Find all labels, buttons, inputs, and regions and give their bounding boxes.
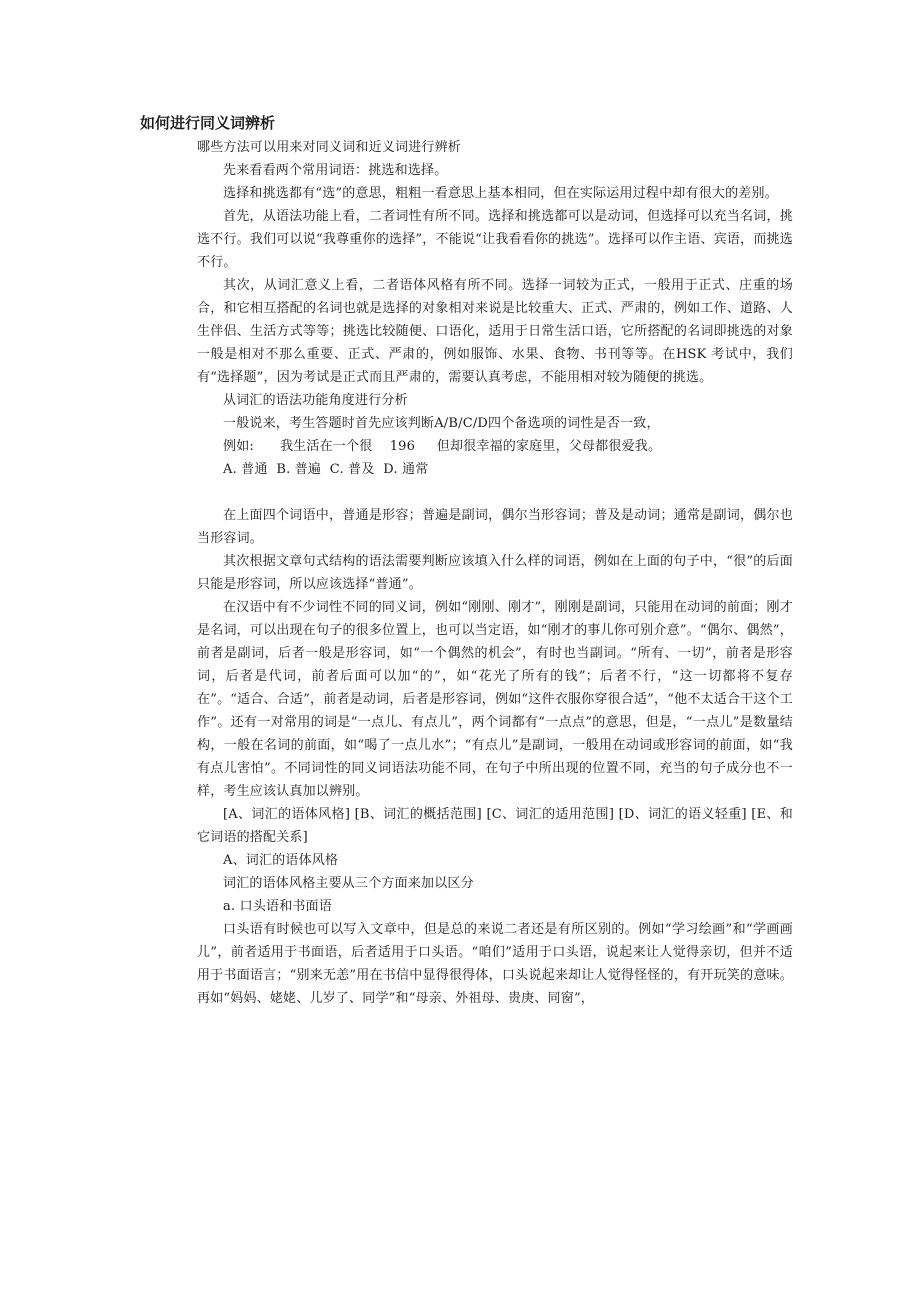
paragraph-intro: 先来看看两个常用词语：挑选和选择。 <box>223 163 448 178</box>
paragraph-grammar: 首先，从语法功能上看，二者词性有所不同。选择和挑选都可以是动词，但选择可以充当名词，挑选不行。我们可以说“我尊重你的选择”，不能说“让我看看你的挑选”。选择可以作主语、宾语，而挑选不行。 <box>197 209 793 270</box>
paragraph-sentence-structure: 其次根据文章句式结构的语法需要判断应该填入什么样的词语，例如在上面的句子中，“很”的后面只能是形容词，所以应该选择“普通”。 <box>197 554 793 592</box>
document-title: 如何进行同义词辨析 <box>140 114 276 132</box>
subsection-heading-oral-written: a. 口头语和书面语 <box>223 899 333 914</box>
subtitle-question: 哪些方法可以用来对同义词和近义词进行辨析 <box>197 140 462 155</box>
paragraph-word-classes: 在上面四个词语中，普通是形容；普遍是副词，偶尔当形容词；普及是动词；通常是副词，偶尔也当形容词。 <box>197 508 793 546</box>
paragraph-examples: 在汉语中有不少词性不同的同义词，例如“刚刚、刚才”，刚刚是副词，只能用在动词的前面；刚才是名词，可以出现在句子的很多位置上，也可以当定语，如“刚才的事儿你可别介意”。“偶尔、偶然”，前者是副词，后者一般是形容词，如“一个偶然的机会”，有时也当副词。“所有、一切”，前者是形容词，后者是代词，前者后面可以加“的”，如“花光了所有的钱”；后者不行，“这一切都将不复存在”。“适合、合适”，前者是动词，后者是形容词，例如“这件衣服你穿很合适”，“他不太适合干这个工作”。还有一对常用的词是“一点儿、有点儿”，两个词都有“一点点”的意思，但是，“一点儿”是数量结构，一般在名词的前面，如“喝了一点儿水”；“有点儿”是副词，一般用在动词或形容词的前面，如“我有点儿害怕”。不同词性的同义词语法功能不同，在句子中所出现的位置不同，充当的句子成分也不一样，考生应该认真加以辨别。 <box>197 600 793 799</box>
blank-line <box>197 481 793 504</box>
document-body <box>197 136 793 1010</box>
section-heading-style: A、词汇的语体风格 <box>223 853 339 868</box>
section-heading-grammar: 从词汇的语法功能角度进行分析 <box>223 393 408 408</box>
paragraph-meaning: 选择和挑选都有“选”的意思，粗粗一看意思上基本相同，但在实际运用过程中却有很大的差别。 <box>223 186 778 201</box>
paragraph-oral-written: 口头语有时候也可以写入文章中，但是总的来说二者还是有所区别的。例如“学习绘画”和“学画画儿”，前者适用于书面语，后者适用于口头语。“咱们”适用于口头语，说起来让人觉得亲切，但并不适用于书面语言；“别来无恙”用在书信中显得很得体，口头说起来却让人觉得怪怪的，有开玩笑的意味。再如“妈妈、姥姥、儿岁了、同学”和“母亲、外祖母、贵庚、同窗”， <box>197 922 793 1006</box>
example-options: A. 普通 B. 普遍 C. 普及 D. 通常 <box>223 462 429 477</box>
paragraph-judge: 一般说来，考生答题时首先应该判断A/B/C/D四个备选项的词性是否一致， <box>223 416 660 431</box>
category-list: [A、词汇的语体风格] [B、词汇的概括范围] [C、词汇的适用范围] [D、词汇的语义轻重] [E、和它词语的搭配关系] <box>197 807 793 845</box>
paragraph-style-aspects: 词汇的语体风格主要从三个方面来加以区分 <box>223 876 474 891</box>
example-sentence: 例如: 我生活在一个很 196 但却很幸福的家庭里，父母都很爱我。 <box>223 439 662 454</box>
paragraph-style: 其次，从词汇意义上看，二者语体风格有所不同。选择一词较为正式，一般用于正式、庄重的场合，和它相互搭配的名词也就是选择的对象相对来说是比较重大、正式、严肃的，例如工作、道路、人生伴侣、生活方式等等；挑选比较随便、口语化，适用于日常生活口语，它所搭配的名词即挑选的对象一般是相对不那么重要、正式、严肃的，例如服饰、水果、食物、书刊等等。在HSK 考试中，我们有“选择题”，因为考试是正式而且严肃的，需要认真考虑，不能用相对较为随便的挑选。 <box>197 278 793 385</box>
